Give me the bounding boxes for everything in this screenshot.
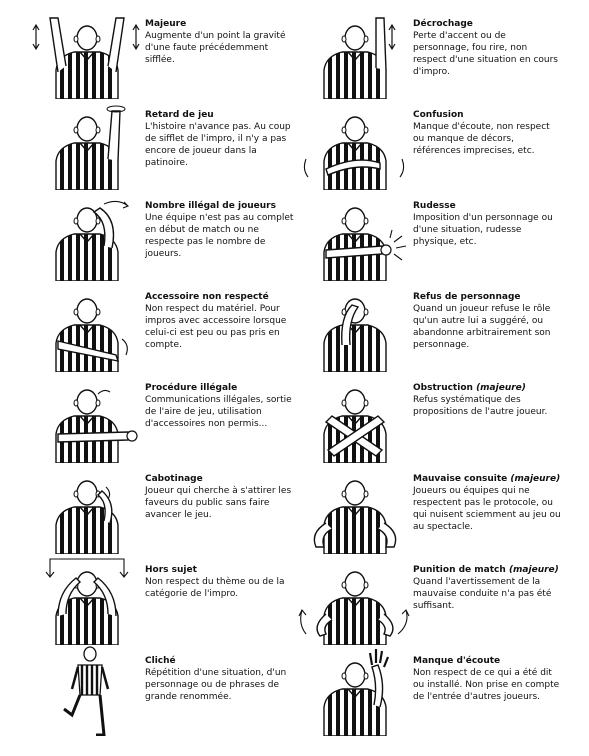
referee-arm-tap-icon <box>28 281 145 372</box>
referee-arms-crossed-icon <box>296 99 413 190</box>
list-item <box>296 463 581 554</box>
penalty-title: Hors sujet <box>145 565 197 575</box>
referee-hands-on-head-icon <box>28 554 145 645</box>
penalty-title: Retard de jeu <box>145 110 214 120</box>
referee-hands-on-hips-icon <box>296 463 413 554</box>
penalty-title: Punition de match (majeure) <box>413 565 559 575</box>
penalty-description: Joueur qui cherche à s'attirer les faveurs du public sans faire avancer le jeu. <box>145 486 292 520</box>
penalty-description: Non respect du thème ou de la catégorie de l'impro. <box>145 577 285 599</box>
referee-arms-x-icon <box>296 372 413 463</box>
referee-rotating-arm-icon <box>28 99 145 190</box>
referee-hand-to-ear-open-icon <box>296 645 413 736</box>
penalty-title: Cliché <box>145 656 176 666</box>
list-item <box>28 281 303 372</box>
penalty-title: Procédure illégale <box>145 383 238 393</box>
penalty-description: L'histoire n'avance pas. Au coup de sifflet de l'impro, il n'y a pas encore de joueur dans la patinoire. <box>145 122 291 168</box>
right-column <box>296 8 581 736</box>
penalty-description: Imposition d'un personnage ou d'une situation, rudesse physique, etc. <box>413 213 553 247</box>
referee-arms-up-icon <box>28 8 145 99</box>
list-item <box>296 8 581 99</box>
penalty-title: Mauvaise consuite (majeure) <box>413 474 561 484</box>
referee-arm-wave-icon <box>28 372 145 463</box>
list-item <box>28 8 303 99</box>
penalty-title: Cabotinage <box>145 474 203 484</box>
list-item <box>296 99 581 190</box>
list-item <box>28 645 303 736</box>
list-item <box>296 645 581 736</box>
referee-full-body-icon <box>28 645 145 736</box>
penalty-title: Refus de personnage <box>413 292 521 302</box>
penalty-description: Augmente d'un point la gravité d'une faute précédemment sifflée. <box>145 31 286 65</box>
penalty-description: Non respect du matériel. Pour impros avec accessoire lorsque celui-ci est peu ou pas pris en compte. <box>145 304 287 350</box>
penalty-title: Manque d'écoute <box>413 656 501 666</box>
penalty-description: Une équipe n'est pas au complet en début de match ou ne respecte pas le nombre de joueurs. <box>145 213 294 259</box>
list-item <box>296 372 581 463</box>
penalty-title: Majeure <box>145 19 187 29</box>
list-item <box>28 372 303 463</box>
list-item <box>28 190 303 281</box>
referee-fist-strike-icon <box>296 190 413 281</box>
penalty-description: Répétition d'une situation, d'un personnage ou de phrases de grande renommée. <box>145 668 287 702</box>
penalty-description: Quand un joueur refuse le rôle qu'un autre lui a suggéré, ou abandonne arbitrairement son personnage. <box>413 304 551 350</box>
penalty-description: Perte d'accent ou de personnage, fou rire, non respect d'une situation en cours d'impro. <box>413 31 558 77</box>
list-item <box>28 463 303 554</box>
penalty-title: Confusion <box>413 110 464 120</box>
referee-hand-on-head-icon <box>28 190 145 281</box>
penalty-title: Accessoire non respecté <box>145 292 269 302</box>
referee-hips-swing-icon <box>296 554 413 645</box>
list-item <box>296 190 581 281</box>
referee-arm-raised-icon <box>296 8 413 99</box>
list-item <box>28 99 303 190</box>
penalty-description: Non respect de ce qui a été dit ou installé. Non prise en compte de l'entrée d'autres joueurs. <box>413 668 560 702</box>
penalty-title: Décrochage <box>413 19 473 29</box>
penalty-description: Communications illégales, sortie de l'aire de jeu, utilisation d'accessoires non permis... <box>145 395 292 429</box>
list-item <box>28 554 303 645</box>
referee-hand-to-ear-icon <box>28 463 145 554</box>
list-item <box>296 554 581 645</box>
left-column <box>28 8 303 736</box>
penalty-description: Refus systématique des propositions de l'autre joueur. <box>413 395 548 417</box>
penalty-title: Nombre illégal de joueurs <box>145 201 276 211</box>
penalty-title: Rudesse <box>413 201 456 211</box>
penalty-title: Obstruction (majeure) <box>413 383 526 393</box>
penalty-description: Manque d'écoute, non respect ou manque de décors, références imprecises, etc. <box>413 122 550 156</box>
penalty-description: Quand l'avertissement de la mauvaise conduite n'a pas été suffisant. <box>413 577 552 611</box>
list-item <box>296 281 581 372</box>
penalty-description: Joueurs ou équipes qui ne respectent pas le protocole, ou qui nuisent sciemment au jeu ou au spectacle. <box>413 486 561 532</box>
referee-hand-on-face-icon <box>296 281 413 372</box>
